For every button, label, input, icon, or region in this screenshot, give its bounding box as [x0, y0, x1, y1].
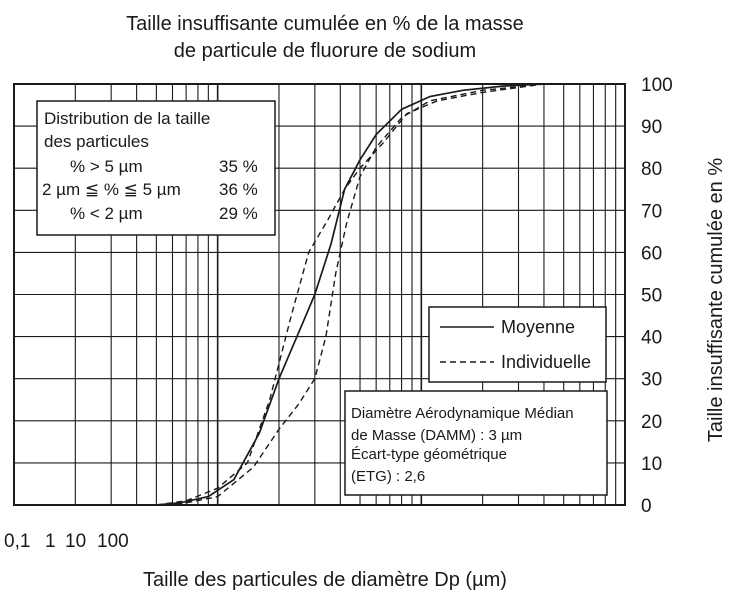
info-line: (ETG) : 2,6: [351, 468, 426, 485]
info-line: Diamètre Aérodynamique Médian: [351, 405, 574, 422]
distribution-row-value: 36 %: [219, 180, 258, 199]
chart-title-line-2: de particule de fluorure de sodium: [173, 40, 477, 62]
x-tick-label: 1: [45, 531, 56, 552]
distribution-row-label: 2 µm ≦ % ≦ 5 µm: [42, 180, 181, 199]
y-tick-labels: [641, 75, 673, 517]
distribution-box: [37, 101, 275, 235]
chart-title-line-1: Taille insuffisante cumulée en % de la masse: [126, 13, 524, 35]
y-tick-label: 80: [641, 159, 663, 181]
y-tick-label: 30: [641, 369, 663, 391]
chart-title: [126, 13, 524, 62]
x-tick-label: 0,1: [4, 531, 31, 552]
y-tick-label: 10: [641, 453, 663, 475]
distribution-row-label: % > 5 µm: [70, 157, 143, 176]
y-axis-label: Taille insuffisante cumulée en %: [705, 157, 727, 443]
y-tick-label: 0: [641, 496, 652, 517]
info-line: de Masse (DAMM) : 3 µm: [351, 427, 523, 444]
legend: [429, 307, 606, 382]
info-line: Écart-type géométrique: [351, 446, 507, 463]
distribution-row-value: 29 %: [219, 204, 258, 223]
distribution-title-line-1: Distribution de la taille: [44, 109, 211, 128]
x-tick-label: 100: [97, 531, 129, 552]
y-tick-label: 100: [641, 75, 673, 96]
distribution-row-value: 35 %: [219, 157, 258, 176]
x-tick-labels: [4, 531, 129, 552]
legend-label-moyenne: Moyenne: [501, 317, 576, 337]
y-tick-label: 40: [641, 327, 663, 349]
y-tick-label: 20: [641, 411, 663, 433]
distribution-title-line-2: des particules: [44, 132, 149, 151]
x-axis-label: Taille des particules de diamètre Dp (µm): [143, 569, 507, 591]
y-tick-label: 70: [641, 201, 663, 223]
legend-label-individuelle: Individuelle: [501, 352, 592, 372]
y-tick-label: 60: [641, 243, 663, 265]
y-tick-label: 50: [641, 285, 663, 307]
distribution-row-label: % < 2 µm: [70, 204, 143, 223]
info-box: [345, 391, 607, 495]
x-tick-label: 10: [65, 531, 87, 552]
y-tick-label: 90: [641, 117, 663, 139]
